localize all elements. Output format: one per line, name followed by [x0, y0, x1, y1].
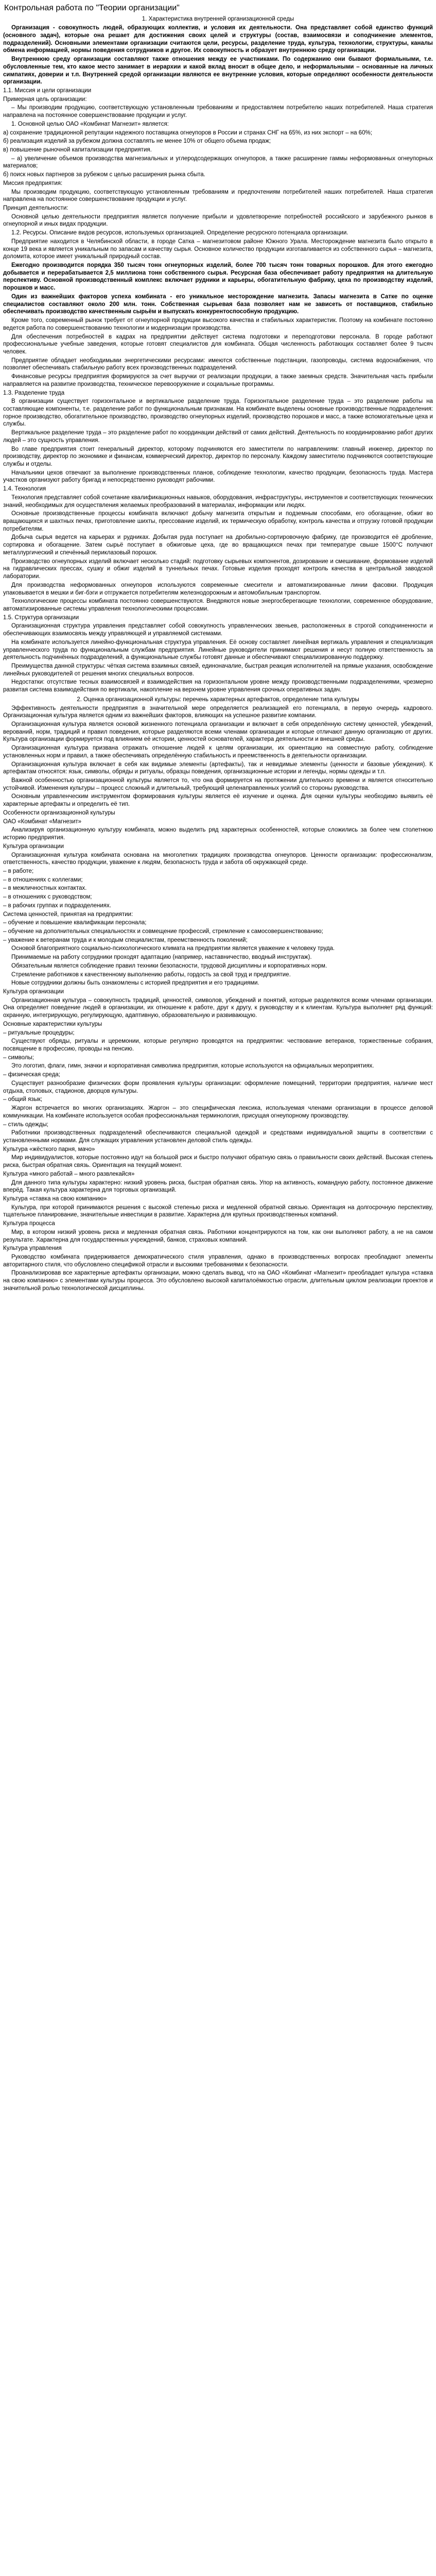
paragraph: Технологические процессы комбината постоянно совершенствуются. Внедряются новые энергосберегающие технологии, современное оборудование, автоматизированные системы управления технологическими процессами.: [3, 598, 433, 612]
paragraph: Организационная культура включает в себя как видимые элементы (артефакты), так и невидимые элементы (ценности и базовые убеждения). К артефактам относятся: язык, символы, обряды и ритуалы, образцы поведения, организационные истории и легенды, нормы одежды и т.п.: [3, 761, 433, 775]
paragraph: 1.2. Ресурсы. Описание видов ресурсов, используемых организацией. Определение ресурсного потенциала организации.: [11, 230, 348, 236]
paragraph: Организационная структура управления представляет собой совокупность управленческих звеньев, расположенных в строгой соподчиненности и обеспечивающих взаимосвязь между управляющей и управляемой системами.: [3, 623, 433, 637]
paragraph: 1. Основной целью ОАО «Комбинат Магнезит» является:: [11, 121, 169, 127]
paragraph: – уважение к ветеранам труда и к молодым специалистам, преемственность поколений;: [3, 937, 248, 943]
paragraph: Преимущества данной структуры: чёткая система взаимных связей, единоначалие, быстрая реакция исполнителей на прямые указания, освобождение линейных руководителей от решения многих специальных вопросов.: [3, 663, 433, 677]
paragraph: – общий язык;: [3, 1096, 43, 1103]
paragraph: 1.3. Разделение труда: [3, 389, 65, 396]
paragraph: Организация - совокупность людей, образующих коллектив, и условия их деятельности. Она представляет собой единство функций (основного задач), которые она решает для достижения своих целей и структуры (состав, взаимосвязи и соподчинение элементов, подразделений). Основными элементами организации считаются цели, ресурсы, разделение труда, культура, технологии, структуры, каналы обмена информацией, нормы поведения сотрудников и другое. Их совокупность и образует внутреннюю среду организации.: [3, 25, 433, 54]
paragraph: Работники производственных подразделений обеспечиваются специальной одеждой и средствами индивидуальной защиты в соответствии с установленными нормами. Для служащих управления установлен деловой стиль одежды.: [3, 1130, 433, 1144]
paragraph: Организационная культура – совокупность традиций, ценностей, символов, убеждений и понятий, которые разделяются всеми членами организации. Она определяет поведение людей в организации, их отношение к работе, друг к другу, к руководству и к клиентам. Культура выполняет ряд функций: охранную, интегрирующую, регулирующую, адаптивную, образовательную и развивающую.: [3, 997, 433, 1019]
paragraph: – Мы производим продукцию, соответствующую установленным требованиям и предоставляем потребителю наших потребителей. Наша стратегия направлена на постоянное совершенствование продукции и услуг.: [3, 105, 433, 119]
paragraph: Система ценностей, принятая на предприятии:: [3, 911, 133, 918]
paragraph: Для обеспечения потребностей в кадрах на предприятии действует система подготовки и переподготовки персонала. В городе работают профессиональные учебные заведения, которые готовят специалистов для комбината. Общая численность работающих составляет более 9 тысяч человек.: [3, 333, 433, 355]
paragraph: Миссия предприятия:: [3, 180, 63, 187]
paragraph: – в рабочих группах и подразделениях.: [3, 902, 111, 909]
paragraph: 1.4. Технология: [3, 486, 46, 493]
paragraph: – символы;: [3, 1054, 34, 1061]
paragraph: Обязательным является соблюдение правил техники безопасности, трудовой дисциплины и корпоративных норм.: [11, 962, 327, 969]
paragraph: – в отношениях с коллегами;: [3, 876, 83, 883]
paragraph: ОАО «Комбинат «Магнезит»: [3, 818, 82, 825]
paragraph: Во главе предприятия стоит генеральный директор, которому подчиняются его заместители по направлениям: главный инженер, директор по производству, директор по экономике и финансам, коммерческий директор, директор по персоналу. Каждому заместителю подчиняются соответствующие службы и отделы.: [3, 446, 433, 467]
paragraph: – стиль одежды;: [3, 1121, 48, 1128]
paragraph: Добыча сырья ведется на карьерах и рудниках. Добытая руда поступает на дробильно-сортировочную фабрику, где производится её дробление, сортировка и обогащение. Затем сырьё поступает в обжиговые цеха, где во вращающихся печах при температуре свыше 1500°C получают металлургический и спечённый периклазовый порошок.: [3, 534, 433, 556]
paragraph: 1.1. Миссия и цели организации: [3, 87, 92, 94]
paragraph: Мы производим продукцию, соответствующую установленным требованиям и предпочтениям потребителей наших потребителей. Наша стратегия направлена на постоянное совершенствование продукции и услуг.: [3, 189, 433, 203]
paragraph: Это логотип, флаги, гимн, значки и корпоративная символика предприятия, которые используются на официальных мероприятиях.: [11, 1063, 374, 1070]
paragraph: – в отношениях с руководством;: [3, 894, 92, 901]
paragraph: – обучение и повышение квалификации персонала;: [3, 920, 147, 926]
document-body: [3, 15, 433, 1292]
paragraph: Важной особенностью организационной культуры является то, что она формируется на протяжении длительного времени и является относительно устойчивой. Изменения культуры – процесс сложный и длительный, требующий целенаправленных усилий со стороны руководства.: [3, 777, 433, 791]
paragraph: Основным управленческим инструментом формирования культуры является её изучение и оценка. Для оценки культуры необходимо выявить её характерные артефакты и определить её тип.: [3, 793, 433, 808]
paragraph: Жаргон встречается во многих организациях. Жаргон – это специфическая лексика, используемая членами организации в процессе деловой коммуникации. На комбинате используется особая профессиональная терминология, присущая огнеупорному производству.: [3, 1105, 433, 1119]
paragraph: В организации существует горизонтальное и вертикальное разделение труда. Горизонтальное разделение труда – это разделение работы на составляющие компоненты, т.е. разделение работ по функциональным признакам. На комбинате выделены основные производственные подразделения: горное производство, обогатительное производство, производство огнеупорных изделий, производство порошков и масс, а также вспомогательные цеха и службы.: [3, 398, 433, 428]
paragraph: Принимаемые на работу сотрудники проходят адаптацию (например, наставничество, вводный инструктаж).: [11, 954, 312, 961]
paragraph: б) реализация изделий за рубежом должна составлять не менее 10% от общего объема продаж;: [3, 138, 271, 145]
paragraph: – в межличностных контактах.: [3, 885, 87, 892]
paragraph: Примерная цель организации:: [3, 96, 87, 103]
paragraph: Вертикальное разделение труда – это разделение работ по координации действий от самих действий. Деятельность по координированию работ других людей – это сущность управления.: [3, 430, 433, 444]
paragraph: Основные производственные процессы комбината включают добычу магнезита открытым и подземным способами, его обогащение, обжиг во вращающихся и шахтных печах, приготовление шихты, прессование изделий, их термическую обработку, контроль качества и отгрузку готовой продукции потребителям.: [3, 511, 433, 532]
paragraph: Основные характеристики культуры: [3, 1021, 102, 1027]
paragraph: Культура, при которой принимаются решения с высокой степенью риска и медленной обратной связью. Ориентация на долгосрочную перспективу, тщательное планирование, значительные инвестиции в развитие. Характерна для крупных производственных компаний.: [3, 1204, 433, 1218]
paragraph: Принцип деятельности:: [3, 205, 68, 211]
paragraph: Культура «жёсткого парня, мачо»: [3, 1146, 95, 1153]
paragraph: – а) увеличение объемов производства магнезиальных и углеродсодержащих огнеупоров, а также расширение гаммы неформованных огнеупорных материалов;: [3, 155, 433, 170]
paragraph: Мир, в котором низкий уровень риска и медленная обратная связь. Работники концентрируются на том, как они выполняют работу, а не на самом результате. Характерна для государственных учреждений, банков, страховых компаний.: [3, 1229, 433, 1243]
paragraph: Ежегодно производится порядка 350 тысяч тонн огнеупорных изделий, более 700 тысяч тонн товарных порошков. Для этого ежегодно добывается и перерабатывается 2,5 миллиона тонн собственного сырья. Ресурсная база обеспечивает работу предприятия на длительную перспективу. Основной производственный комплекс включает рудники и карьеры, обогатительную фабрику, цеха по производству изделий, порошков и масс.: [3, 262, 433, 292]
paragraph: 1. Характеристика внутренней организационной среды: [142, 16, 294, 23]
paragraph: Стремление работников к качественному выполнению работы, гордость за свой труд и предприятие.: [11, 971, 291, 978]
paragraph: Культура «ставка на свою компанию»: [3, 1195, 107, 1202]
paragraph: – в работе;: [3, 868, 34, 874]
paragraph: Существуют обряды, ритуалы и церемонии, которые регулярно проводятся на предприятии: чествование ветеранов, торжественные собрания, посвящение в профессию, проводы на пенсию.: [3, 1038, 433, 1053]
paragraph: Культура организации: [3, 843, 64, 850]
paragraph: Для производства неформованных огнеупоров используются современные смесители и автоматизированные линии фасовки. Продукция упаковывается в мешки и биг-бэги и отгружается потребителям железнодорожным и автомобильным транспортом.: [3, 582, 433, 596]
paragraph: Руководство комбината придерживается демократического стиля управления, однако в производственных вопросах преобладают элементы авторитарного стиля, что обусловлено спецификой отрасли и высокими требованиями к безопасности.: [3, 1254, 433, 1268]
paragraph: Новые сотрудники должны быть ознакомлены с историей предприятия и его традициями.: [11, 980, 259, 987]
paragraph: Финансовые ресурсы предприятия формируются за счет выручки от реализации продукции, а также заемных средств. Значительная часть прибыли направляется на развитие производства, техническое перевооружение и социальные программы.: [3, 374, 433, 387]
paragraph: Существует разнообразие физических форм проявления культуры организации: оформление помещений, территории предприятия, наличие мест отдыха, столовых, стадионов, дворцов культуры.: [3, 1080, 433, 1094]
paragraph: Внутреннюю среду организации составляют также отношения между ее участниками. По содержанию они бывают формальными, т.е. обусловленные тем, кто какое место занимает в иерархии и какой вклад вносит в общее дело, и неформальными – основанные на личных симпатиях, доверии и т.п. Внутренней средой организации являются ее внутренние условия, которые определяют особенности деятельности организации.: [3, 56, 433, 86]
paragraph: 2. Оценка организационной культуры: перечень характерных артефактов, определение типа культуры: [77, 696, 359, 703]
paragraph: Предприятие находится в Челябинской области, в городе Сатка – магнезитовом районе Южного Урала. Месторождение магнезита было открыто в конце 19 века и является уникальным по запасам и качеству сырья. Основное количество продукции изготавливается из собственного сырья – магнезита, доломита, которое имеет уникальный природный состав.: [3, 238, 433, 260]
paragraph: Проанализировав все характерные артефакты организации, можно сделать вывод, что на ОАО «Комбинат «Магнезит» преобладает культура «ставка на свою компанию» с элементами культуры процесса. Это обусловлено высокой капиталоёмкостью отрасли, длительным циклом реализации проектов и значительной ролью технологической дисциплины.: [3, 1270, 433, 1292]
paragraph: в) повышение рыночной капитализации предприятия.: [3, 146, 152, 153]
paragraph: Кроме того, современный рынок требует от огнеупорной продукции высокого качества и стабильных характеристик. Поэтому на комбинате постоянно ведется работа по совершенствованию технологии и модернизации производства.: [3, 317, 433, 331]
paragraph: – обучение на дополнительных специальностях и совмещение профессий, стремление к самосовершенствованию;: [3, 928, 323, 935]
paragraph: Особенности организационной культуры: [3, 809, 115, 816]
paragraph: Начальники цехов отвечают за выполнение производственных планов, соблюдение технологии, качество продукции, безопасность труда. Мастера участков организуют работу бригад и непосредственно руководят рабочими.: [3, 469, 433, 484]
paragraph: Для данного типа культуры характерно: низкий уровень риска, быстрая обратная связь. Упор на активность, командную работу, постоянное движение вперёд. Такая культура характерна для торговых организаций.: [3, 1179, 433, 1194]
paragraph: Организационная культура комбината основана на многолетних традициях производства огнеупоров. Ценности организации: профессионализм, ответственность, качество продукции, уважение к людям, безопасность труда и забота об окружающей среде.: [3, 852, 433, 866]
paragraph: Анализируя организационную культуру комбината, можно выделить ряд характерных особенностей, которые сложились за более чем столетнюю историю предприятия.: [3, 827, 433, 841]
paragraph: а) сохранение традиционной репутации надежного поставщика огнеупоров в России и странах СНГ на 65%, из них экспорт – на 60%;: [3, 129, 372, 136]
paragraph: Предприятие обладает необходимыми энергетическими ресурсами: имеются собственные подстанции, газопроводы, система водоснабжения, что позволяет обеспечивать стабильную работу всех производственных подразделений.: [3, 357, 433, 371]
paragraph: – физическая среда;: [3, 1072, 61, 1078]
paragraph: 1.5. Структура организации: [3, 614, 79, 621]
paragraph: Основой благоприятного социально-психологического климата на предприятии является уважение к человеку труда.: [11, 945, 335, 952]
document-title: Контрольная работа по "Теории организации": [4, 4, 180, 12]
paragraph: Культура «много работай – много развлекайся»: [3, 1171, 135, 1177]
paragraph: Организационная культура является основой жизненного потенциала организации и включает в себя определённую систему ценностей, убеждений, верований, норм, традиций и правил поведения, которые разделяются всеми членами организации и которые отличают данную организацию от других. Культура организации формируется под влиянием её истории, ценностей основателей, характера деятельности и внешней среды.: [3, 721, 433, 743]
paragraph: Мир индивидуалистов, которые постоянно идут на большой риск и быстро получают обратную связь о правильности своих действий. Высокая степень риска, быстрая обратная связь. Ориентация на текущий момент.: [3, 1155, 433, 1169]
paragraph: Культура организации: [3, 989, 64, 995]
paragraph: Основной целью деятельности предприятия является получение прибыли и удовлетворение потребностей российского и зарубежного рынков в огнеупорной и иных видах продукции.: [3, 213, 433, 228]
paragraph: На комбинате используется линейно-функциональная структура управления. Её основу составляет линейная вертикаль управления и специализация управленческого труда по функциональным службам предприятия. Линейные руководители принимают решения и несут полную ответственность за деятельность подчинённых подразделений, а функциональные службы готовят данные и обеспечивают специализированную поддержку.: [3, 639, 433, 661]
paragraph: Технология представляет собой сочетание квалификационных навыков, оборудования, инфраструктуры, инструментов и соответствующих технических знаний, необходимых для осуществления желаемых преобразований в материалах, информации или людях.: [3, 494, 433, 509]
paragraph: Культура процесса: [3, 1221, 55, 1227]
paragraph: Производство огнеупорных изделий включает несколько стадий: подготовку сырьевых компонентов, дозирование и смешивание, формование изделий на гидравлических прессах, сушку и обжиг изделий в туннельных печах. Готовые изделия проходят контроль качества в центральной заводской лаборатории.: [3, 558, 433, 580]
paragraph: Культура управления: [3, 1245, 62, 1252]
paragraph: Эффективность деятельности предприятия в значительной мере определяется реализацией его потенциала, в первую очередь кадрового. Организационная культура является одним из важнейших факторов, влияющих на успешное развитие компании.: [3, 705, 433, 719]
paragraph: Организационная культура призвана отражать отношение людей к целям организации, их ориентацию на совместную работу, соблюдение установленных норм и правил, а также обеспечивать определённую стабильность и преемственность в деятельности организации.: [3, 745, 433, 759]
paragraph: б) поиск новых партнеров за рубежом с целью расширения рынка сбыта.: [3, 172, 205, 178]
paragraph: Недостатки: отсутствие тесных взаимосвязей и взаимодействия на горизонтальном уровне между производственными подразделениями, чрезмерно развитая система взаимодействия по вертикали, накопление на верхнем уровне управления срочных оперативных задач.: [3, 679, 433, 693]
paragraph: – ритуальные процедуры;: [3, 1029, 75, 1036]
paragraph: Один из важнейших факторов успеха комбината - его уникальное месторождение магнезита. Запасы магнезита в Сатке по оценке специалистов составляют около 200 млн. тонн. Собственная сырьевая база позволяет нам не зависеть от поставщиков, стабильно обеспечивать производство качественным сырьём и выпускать конкурентоспособную продукцию.: [3, 293, 433, 315]
